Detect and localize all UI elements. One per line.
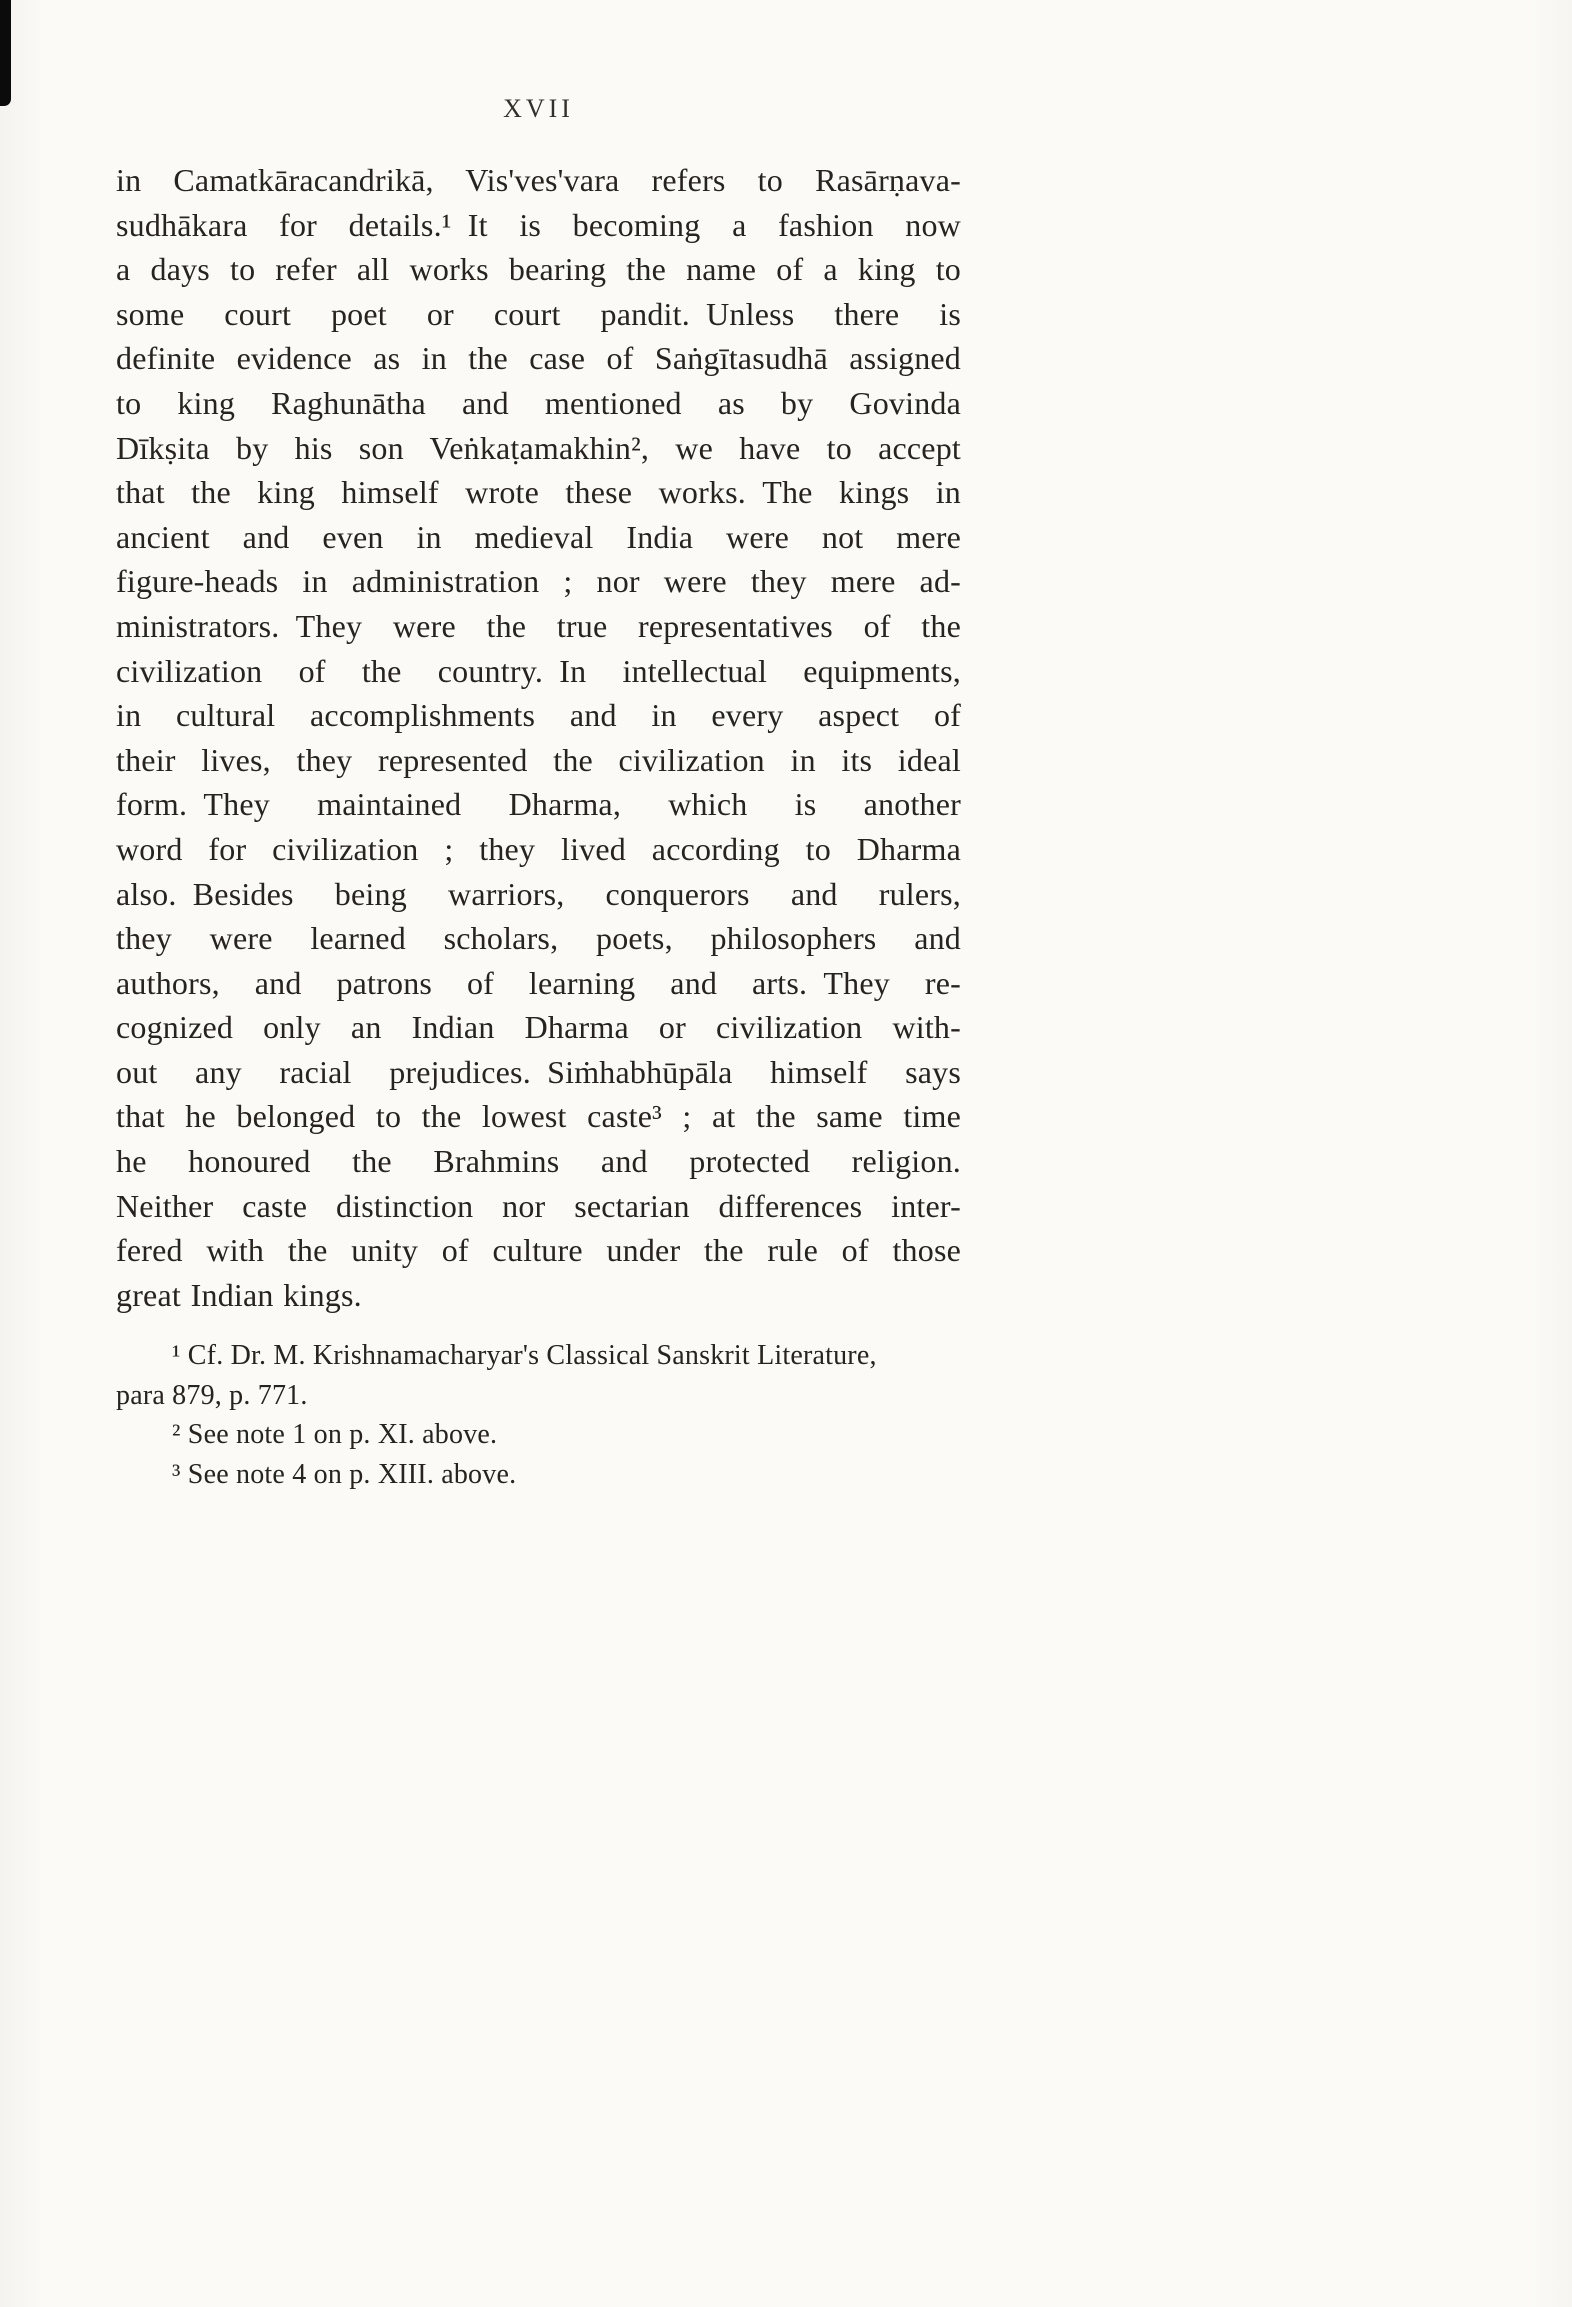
text-line: fered with the unity of culture under the rule of those — [116, 1232, 961, 1269]
footnotes — [116, 1336, 961, 1494]
main-text — [116, 158, 961, 1317]
text-line: to king Raghunātha and mentioned as by Govinda — [116, 384, 961, 421]
text-line: he honoured the Brahmins and protected religion. — [116, 1143, 961, 1180]
text-line: word for civilization ; they lived according to Dharma — [116, 830, 961, 867]
text-line: sudhākara for details.¹ It is becoming a fashion now — [116, 206, 961, 243]
text-line: great Indian kings. — [116, 1276, 362, 1313]
text-line: that the king himself wrote these works. The kings in — [116, 474, 961, 511]
text-line: some court poet or court pandit. Unless there is — [116, 295, 961, 332]
text-line: in Camatkāracandrikā, Vis'ves'vara refers to Rasārṇava- — [116, 162, 961, 198]
text-line: out any racial prejudices. Siṁhabhūpāla himself says — [116, 1053, 961, 1090]
scan-artifact — [0, 0, 11, 106]
text-line: authors, and patrons of learning and arts. They re- — [116, 964, 961, 1001]
footnote-line: ² See note 1 on p. XI. above. — [172, 1419, 498, 1450]
text-line: Dīkṣita by his son Veṅkaṭamakhin², we have to accept — [116, 429, 961, 466]
footnote-line: ¹ Cf. Dr. M. Krishnamacharyar's Classical Sanskrit Literature, — [172, 1340, 877, 1371]
text-line: they were learned scholars, poets, philosophers and — [116, 920, 961, 957]
text-line: civilization of the country. In intellectual equipments, — [116, 652, 961, 689]
text-line: ancient and even in medieval India were not mere — [116, 518, 961, 555]
footnote-line: para 879, p. 771. — [116, 1379, 308, 1411]
footnote-line: ³ See note 4 on p. XIII. above. — [172, 1458, 517, 1490]
text-line: figure-heads in administration ; nor were they mere ad- — [116, 563, 961, 600]
text-line: definite evidence as in the case of Saṅgītasudhā assigned — [116, 340, 961, 377]
text-line: ministrators. They were the true representatives of the — [116, 607, 961, 644]
text-line: also. Besides being warriors, conquerors and rulers, — [116, 875, 961, 912]
page-number: XVII — [503, 94, 574, 123]
text-line: in cultural accomplishments and in every aspect of — [116, 697, 961, 734]
text-line: Neither caste distinction nor sectarian differences inter- — [116, 1187, 961, 1224]
text-line: form. They maintained Dharma, which is another — [116, 786, 961, 823]
text-line: their lives, they represented the civilization in its ideal — [116, 741, 961, 778]
text-line: a days to refer all works bearing the name of a king to — [116, 251, 961, 288]
text-line: cognized only an Indian Dharma or civilization with- — [116, 1009, 961, 1046]
text-line: that he belonged to the lowest caste³ ; at the same time — [116, 1098, 961, 1135]
